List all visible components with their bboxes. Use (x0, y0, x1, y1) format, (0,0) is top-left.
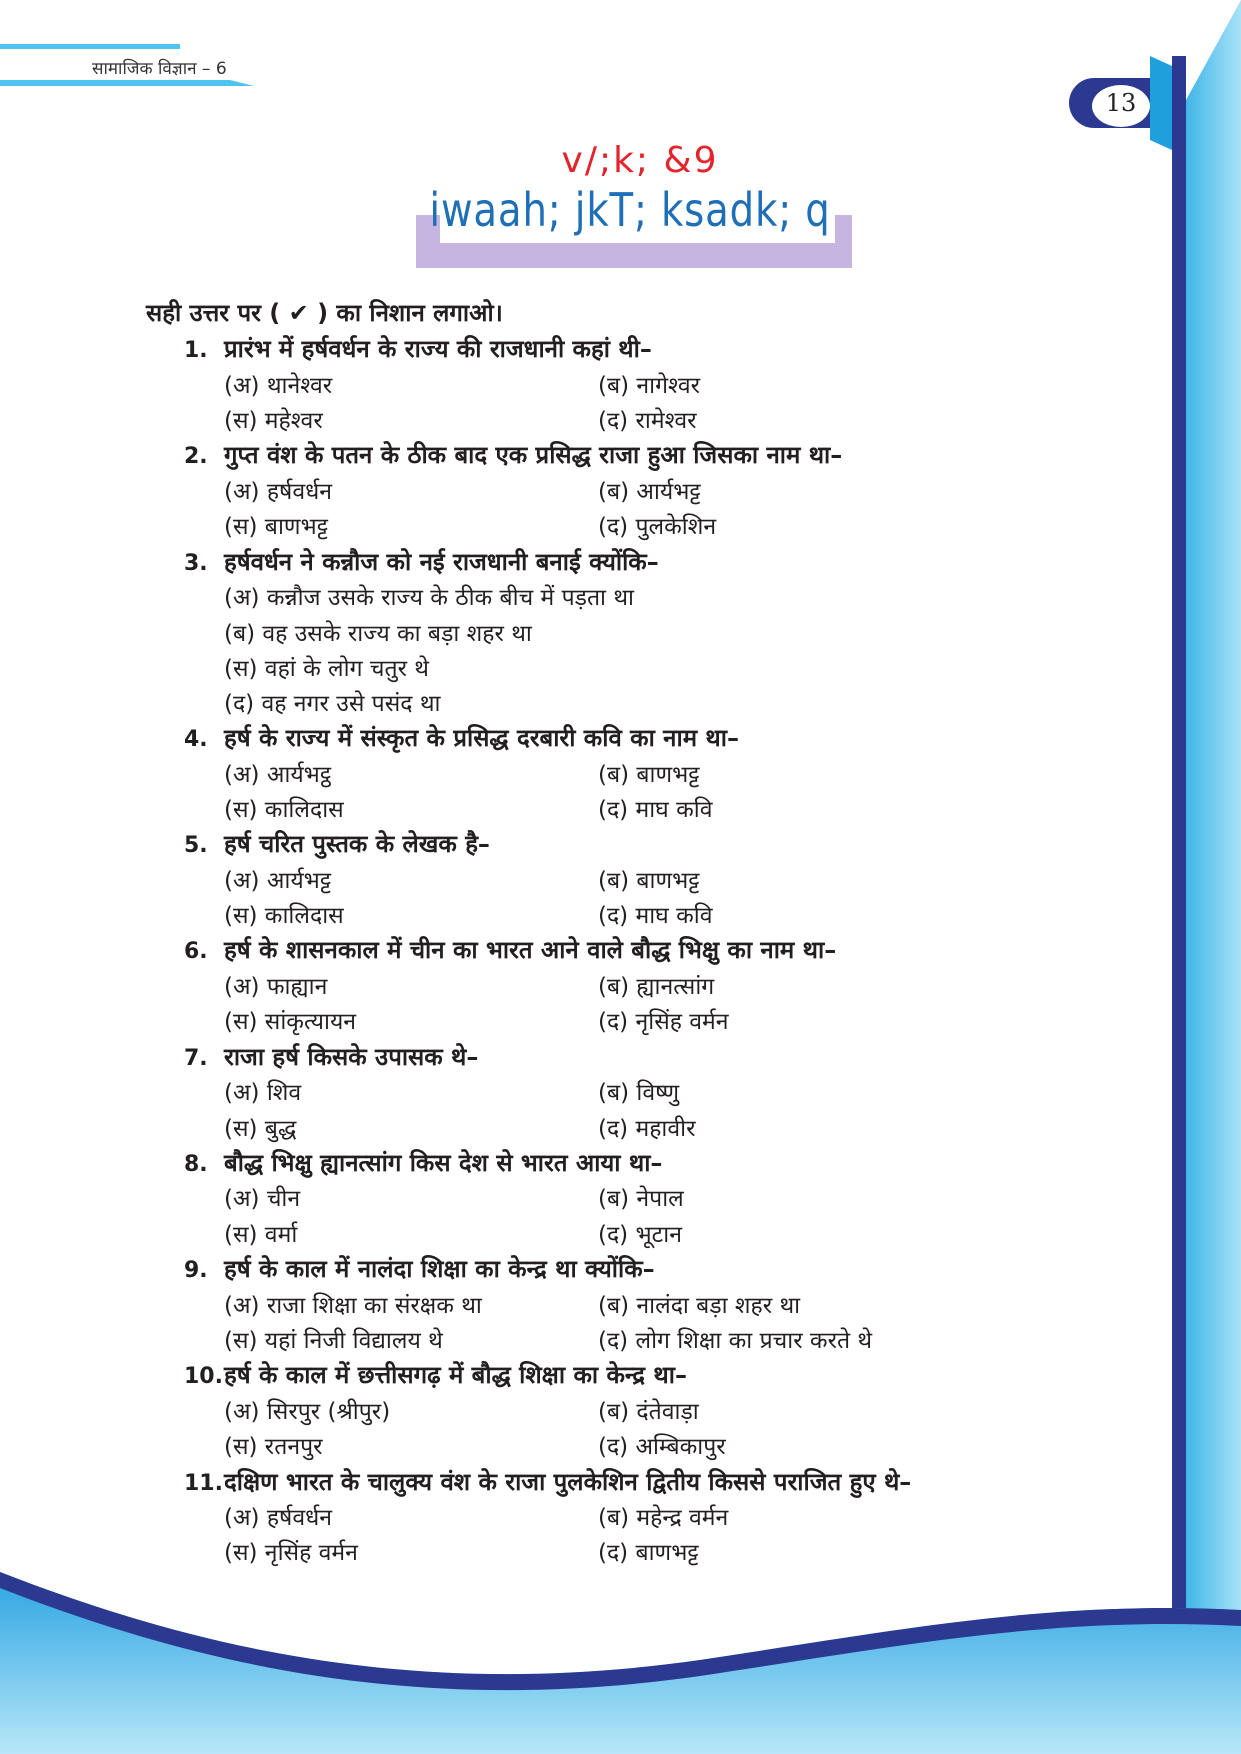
option-c: (स) नृसिंह वर्मन (224, 1540, 358, 1566)
option-c: (स) सांकृत्यायन (224, 1009, 357, 1035)
option-b: (ब) दंतेवाड़ा (598, 1399, 699, 1425)
option-a: (अ) हर्षवर्धन (224, 1505, 333, 1531)
option-a: (अ) कन्नौज उसके राज्य के ठीक बीच में पड़ता था (224, 585, 634, 611)
option-d: (द) वह नगर उसे पसंद था (224, 691, 441, 717)
tick-icon: ✔ (288, 299, 309, 327)
option-a: (अ) सिरपुर (श्रीपुर) (224, 1399, 391, 1425)
option-b: (ब) महेन्द्र वर्मन (598, 1505, 729, 1531)
question-text: हर्ष चरित पुस्तक के लेखक है– (224, 830, 490, 858)
question-11 (184, 1465, 911, 1498)
question-number: 3. (184, 551, 208, 576)
instruction (146, 296, 503, 329)
bottom-wave (0, 1572, 1241, 1754)
option-b: (ब) नेपाल (598, 1186, 684, 1212)
option-b: (ब) नागेश्वर (598, 373, 701, 399)
question-6 (184, 933, 836, 966)
question-text: हर्ष के काल में छत्तीसगढ़ में बौद्ध शिक्षा का केन्द्र था– (224, 1361, 687, 1389)
option-a: (अ) शिव (224, 1080, 302, 1106)
page-number: 13 (1105, 89, 1137, 117)
question-10 (184, 1358, 687, 1391)
question-text: प्रारंभ में हर्षवर्धन के राज्य की राजधानी कहां थी– (224, 335, 652, 363)
option-c: (स) महेश्वर (224, 408, 323, 434)
option-a: (अ) फाह्यान (224, 974, 328, 1000)
option-b: (ब) बाणभट्ट (598, 762, 700, 788)
option-d: (द) अम्बिकापुर (598, 1434, 726, 1460)
question-8 (184, 1146, 662, 1179)
option-c: (स) वहां के लोग चतुर थे (224, 656, 429, 682)
question-number: 5. (184, 833, 208, 858)
question-4 (184, 721, 739, 754)
chapter-label: v/;k; &9 (561, 140, 719, 181)
option-b: (ब) विष्णु (598, 1080, 680, 1106)
question-9 (184, 1252, 655, 1285)
question-number: 4. (184, 727, 208, 752)
option-a: (अ) थानेश्वर (224, 373, 333, 399)
question-1 (184, 332, 652, 365)
option-c: (स) कालिदास (224, 903, 344, 929)
chapter-title: iwaah; jkT; ksadk; q (429, 183, 831, 237)
option-a: (अ) हर्षवर्धन (224, 479, 333, 505)
question-text: हर्ष के शासनकाल में चीन का भारत आने वाले बौद्ध भिक्षु का नाम था– (224, 936, 837, 964)
option-b: (ब) आर्यभट्ट (598, 479, 701, 505)
question-7 (184, 1040, 478, 1073)
question-number: 11. (184, 1471, 223, 1496)
option-b: (ब) ह्यानत्सांग (598, 974, 715, 1000)
question-3 (184, 545, 659, 578)
option-c: (स) यहां निजी विद्यालय थे (224, 1328, 443, 1354)
option-d: (द) बाणभट्ट (598, 1540, 699, 1566)
option-d: (द) माघ कवि (598, 903, 713, 929)
question-text: बौद्ध भिक्षु ह्यानत्सांग किस देश से भारत आया था– (224, 1149, 663, 1177)
option-d: (द) माघ कवि (598, 797, 713, 823)
option-c: (स) बुद्ध (224, 1116, 297, 1142)
question-number: 1. (184, 338, 208, 363)
option-d: (द) लोग शिक्षा का प्रचार करते थे (598, 1328, 873, 1354)
option-d: (द) भूटान (598, 1222, 682, 1248)
question-text: हर्षवर्धन ने कन्नौज को नई राजधानी बनाई क्योंकि– (224, 548, 659, 576)
option-b: (ब) वह उसके राज्य का बड़ा शहर था (224, 621, 532, 647)
question-text: दक्षिण भारत के चालुक्य वंश के राजा पुलकेशिन द्वितीय किससे पराजित हुए थे– (224, 1468, 912, 1496)
question-text: हर्ष के राज्य में संस्कृत के प्रसिद्ध दरबारी कवि का नाम था– (224, 724, 739, 752)
question-text: हर्ष के काल में नालंदा शिक्षा का केन्द्र था क्योंकि– (224, 1255, 655, 1283)
option-c: (स) कालिदास (224, 797, 344, 823)
question-5 (184, 827, 490, 860)
option-c: (स) बाणभट्ट (224, 514, 328, 540)
question-text: गुप्त वंश के पतन के ठीक बाद एक प्रसिद्ध राजा हुआ जिसका नाम था– (224, 441, 843, 469)
instruction-before: सही उत्तर पर ( (146, 299, 281, 327)
option-b: (ब) बाणभट्ट (598, 868, 700, 894)
option-d: (द) पुलकेशिन (598, 514, 717, 540)
question-number: 7. (184, 1046, 208, 1071)
option-a: (अ) आर्यभट्ट (224, 868, 332, 894)
option-c: (स) वर्मा (224, 1222, 298, 1248)
question-number: 2. (184, 444, 208, 469)
option-c: (स) रतनपुर (224, 1434, 323, 1460)
question-number: 6. (184, 939, 208, 964)
option-a: (अ) राजा शिक्षा का संरक्षक था (224, 1293, 482, 1319)
question-text: राजा हर्ष किसके उपासक थे– (224, 1043, 479, 1071)
question-number: 8. (184, 1152, 208, 1177)
right-side-band (1172, 0, 1241, 1620)
option-d: (द) नृसिंह वर्मन (598, 1009, 729, 1035)
question-2 (184, 438, 842, 471)
header-subject: सामाजिक विज्ञान – 6 (92, 59, 227, 79)
question-number: 9. (184, 1258, 208, 1283)
option-b: (ब) नालंदा बड़ा शहर था (598, 1293, 801, 1319)
instruction-after: ) का निशान लगाओ। (317, 299, 503, 327)
option-d: (द) महावीर (598, 1116, 696, 1142)
option-d: (द) रामेश्वर (598, 408, 697, 434)
option-a: (अ) चीन (224, 1186, 301, 1212)
option-a: (अ) आर्यभट्ठ (224, 762, 332, 788)
question-number: 10. (184, 1364, 223, 1389)
